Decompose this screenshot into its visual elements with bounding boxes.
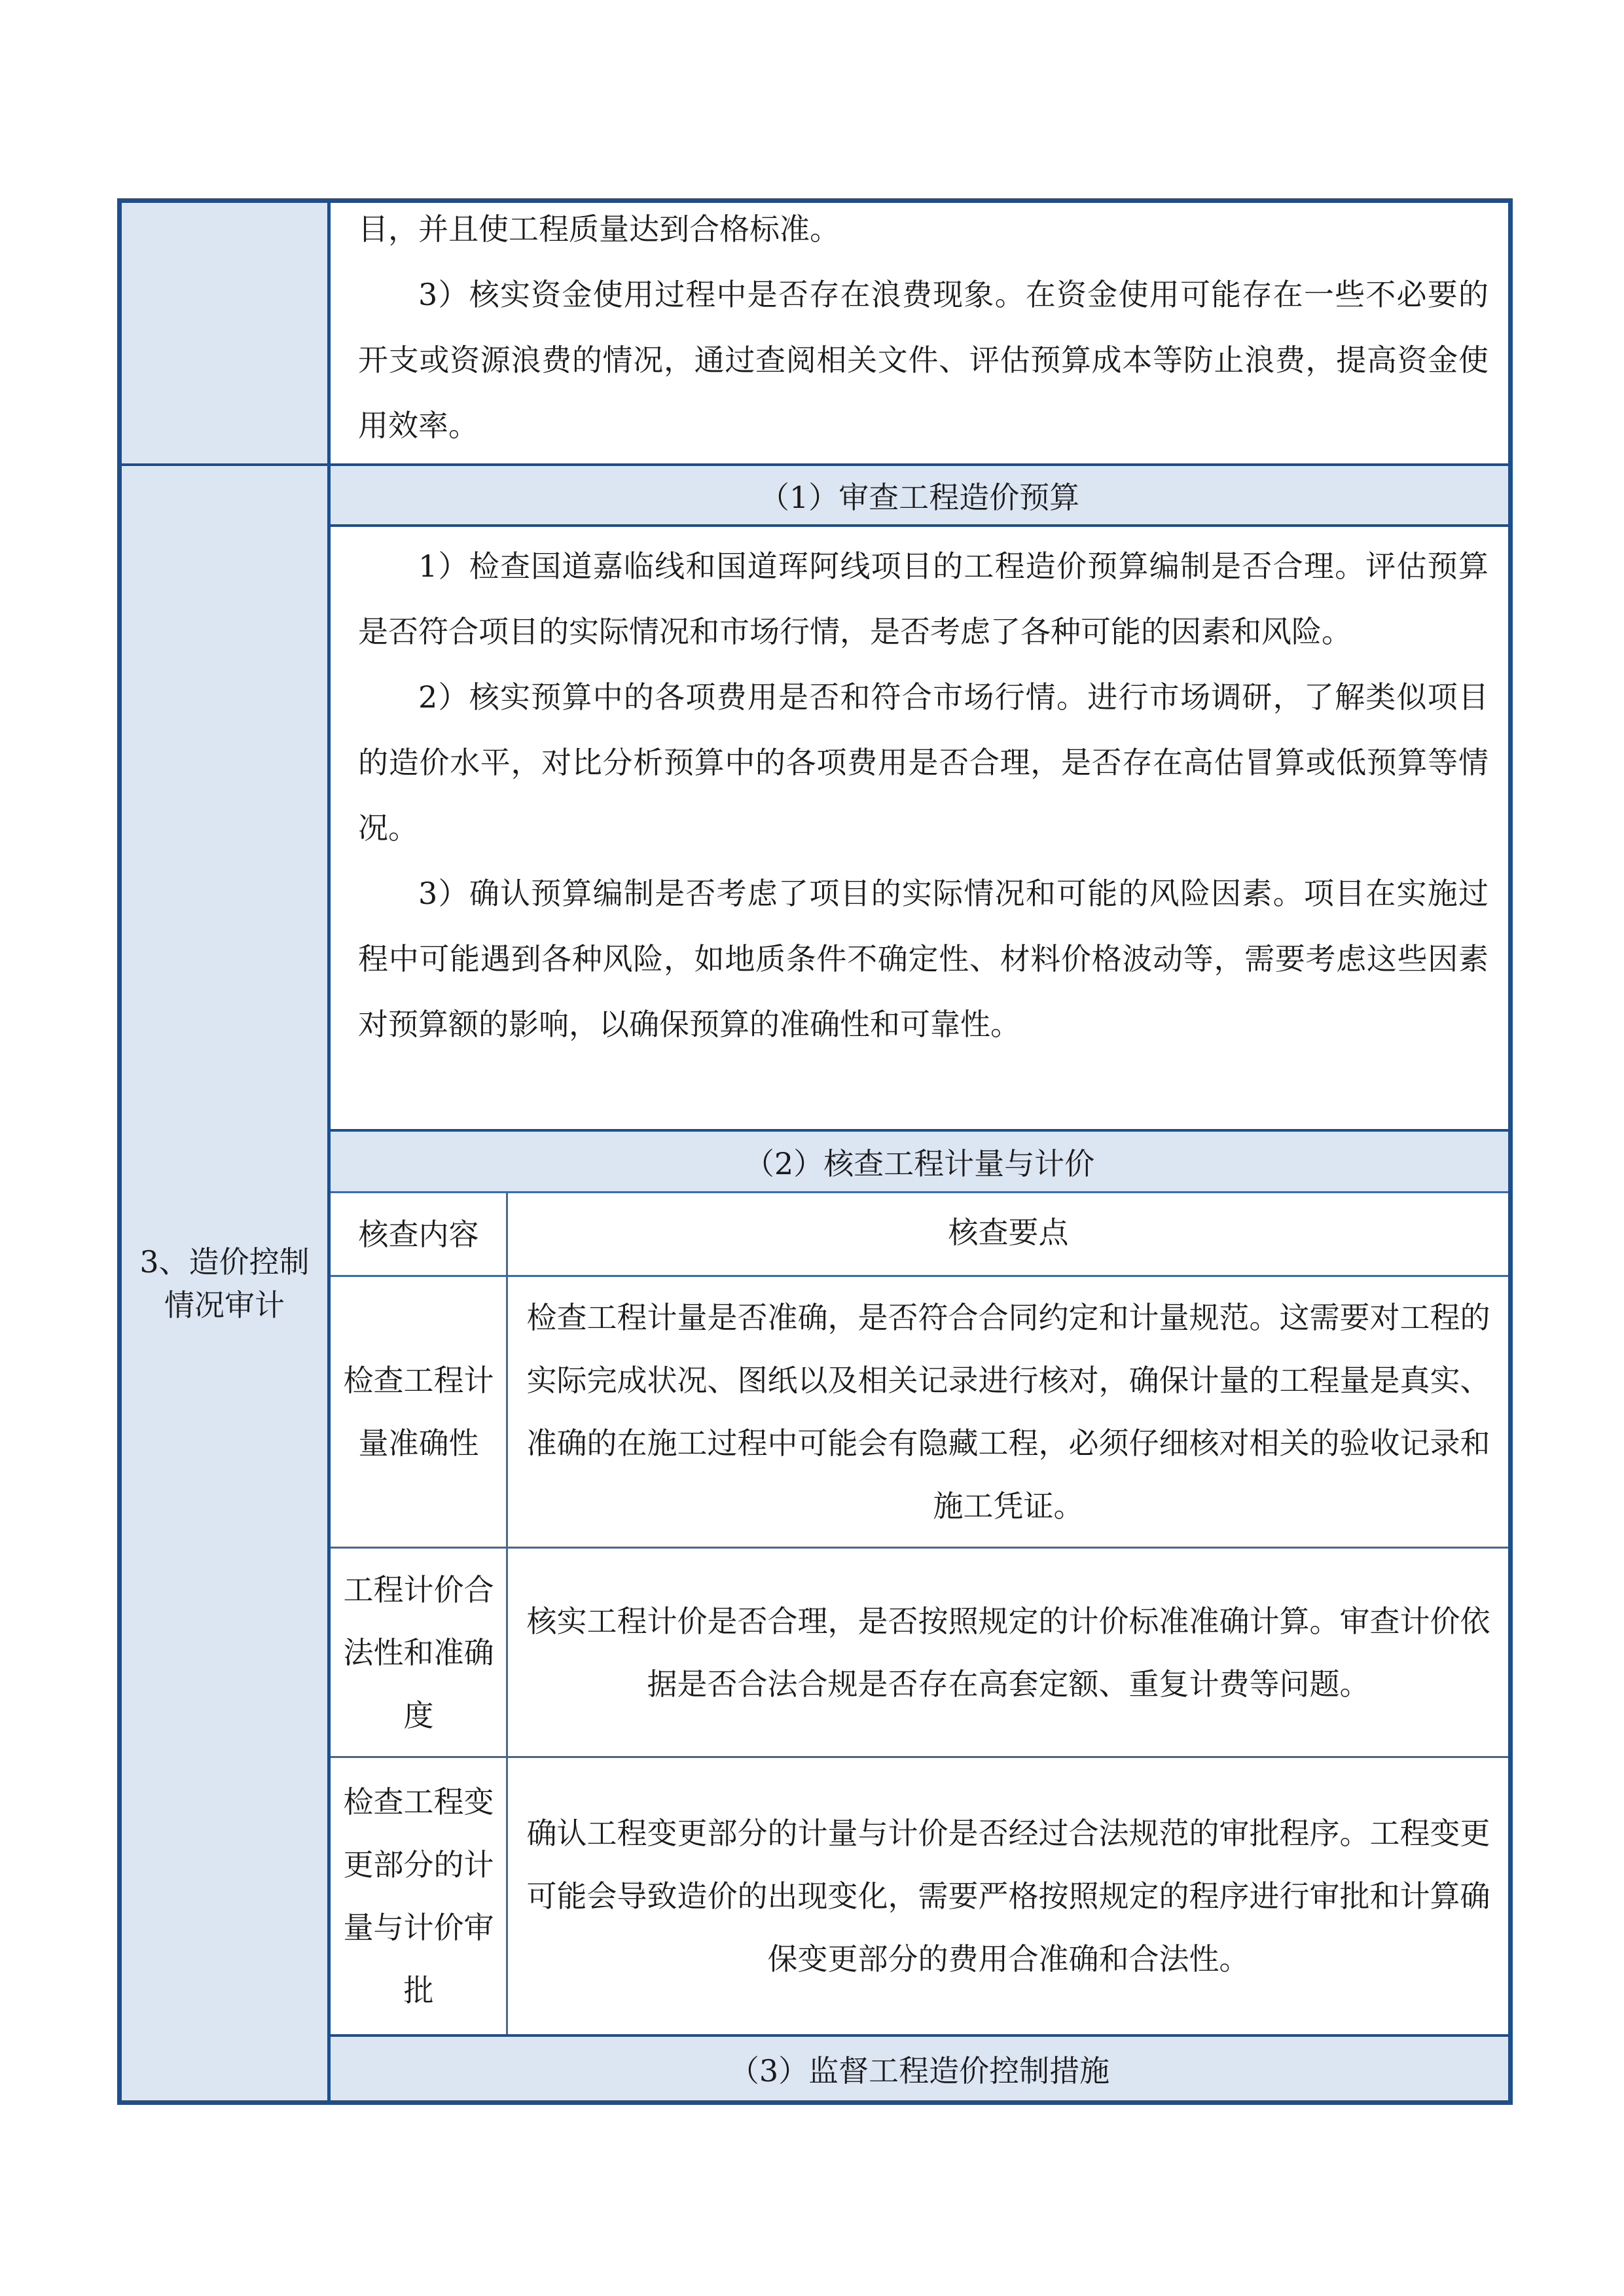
row-1-points xyxy=(509,1277,1508,1547)
sub1-body xyxy=(331,527,1508,1129)
section-3-content xyxy=(331,466,1508,2100)
column-divider xyxy=(506,1193,508,2034)
header-points-label: 核查要点 xyxy=(948,1215,1069,1250)
row-3-points xyxy=(509,1758,1508,2034)
header-content-label: 核查内容 xyxy=(358,1216,479,1252)
row-3-points-text: 确认工程变更部分的计量与计价是否经过合法规范的审批程序。工程变更可能会导致造价的出现变化，需要严格按照规定的程序进行审批和计算确保变更部分的费用合准确和合法性。 xyxy=(526,1816,1490,1977)
sub1-item-3: 3）确认预算编制是否考虑了项目的实际情况和可能的风险因素。项目在实施过程中可能遇到各种风险，如地质条件不确定性、材料价格波动等，需要考虑这些因素对预算额的影响，以确保预算的准确性和可靠性。 xyxy=(358,876,1489,1042)
sub2-title: （2）核查工程计量与计价 xyxy=(744,1145,1095,1181)
sub3-title: （3）监督工程造价控制措施 xyxy=(729,2053,1110,2089)
row-3-content-text: 检查工程变更部分的计量与计价审批 xyxy=(343,1784,494,2008)
section-3-label: 3、造价控制情况审计 xyxy=(139,1244,310,1323)
continuation-paragraph: 目，并且使工程质量达到合格标准。 xyxy=(358,211,840,247)
row-2-points-text: 核实工程计价是否合理，是否按照规定的计价标准准确计算。审查计价依据是否合法合规是否存在高套定额、重复计费等问题。 xyxy=(526,1603,1490,1702)
row-1-content xyxy=(331,1277,507,1547)
continuation-label-cell xyxy=(122,203,331,466)
audit-table xyxy=(117,198,1513,2105)
sub1-item-2: 2）核实预算中的各项费用是否和符合市场行情。进行市场调研，了解类似项目的造价水平，对比分析预算中的各项费用是否合理，是否存在高估冒算或低预算等情况。 xyxy=(358,679,1489,846)
continuation-content-cell xyxy=(331,203,1508,466)
row-2-content xyxy=(331,1549,507,1756)
waste-check-paragraph: 3）核实资金使用过程中是否存在浪费现象。在资金使用可能存在一些不必要的开支或资源浪费的情况，通过查阅相关文件、评估预算成本等防止浪费，提高资金使用效率。 xyxy=(358,277,1489,443)
sub1-title-bar xyxy=(331,466,1508,527)
sub2-header-content xyxy=(331,1193,507,1275)
sub2-header-points xyxy=(509,1193,1508,1275)
sub1-item-1: 1）检查国道嘉临线和国道珲阿线项目的工程造价预算编制是否合理。评估预算是否符合项目的实际情况和市场行情，是否考虑了各种可能的因素和风险。 xyxy=(358,548,1489,649)
sub1-title: （1）审查工程造价预算 xyxy=(759,479,1080,515)
section-3-label-cell xyxy=(122,466,331,2100)
sub2-table xyxy=(331,1193,1508,2034)
sub3-title-bar xyxy=(331,2034,1508,2100)
sub2-title-bar xyxy=(331,1129,1508,1193)
row-1-points-text: 检查工程计量是否准确，是否符合合同约定和计量规范。这需要对工程的实际完成状况、图纸以及相关记录进行核对，确保计量的工程量是真实、准确的在施工过程中可能会有隐藏工程，必须仔细核对相关的验收记录和施工凭证。 xyxy=(526,1300,1490,1524)
row-2-content-text: 工程计价合法性和准确度 xyxy=(343,1571,494,1733)
row-2-points xyxy=(509,1549,1508,1756)
row-3-content xyxy=(331,1758,507,2034)
row-1-content-text: 检查工程计量准确性 xyxy=(343,1363,494,1461)
